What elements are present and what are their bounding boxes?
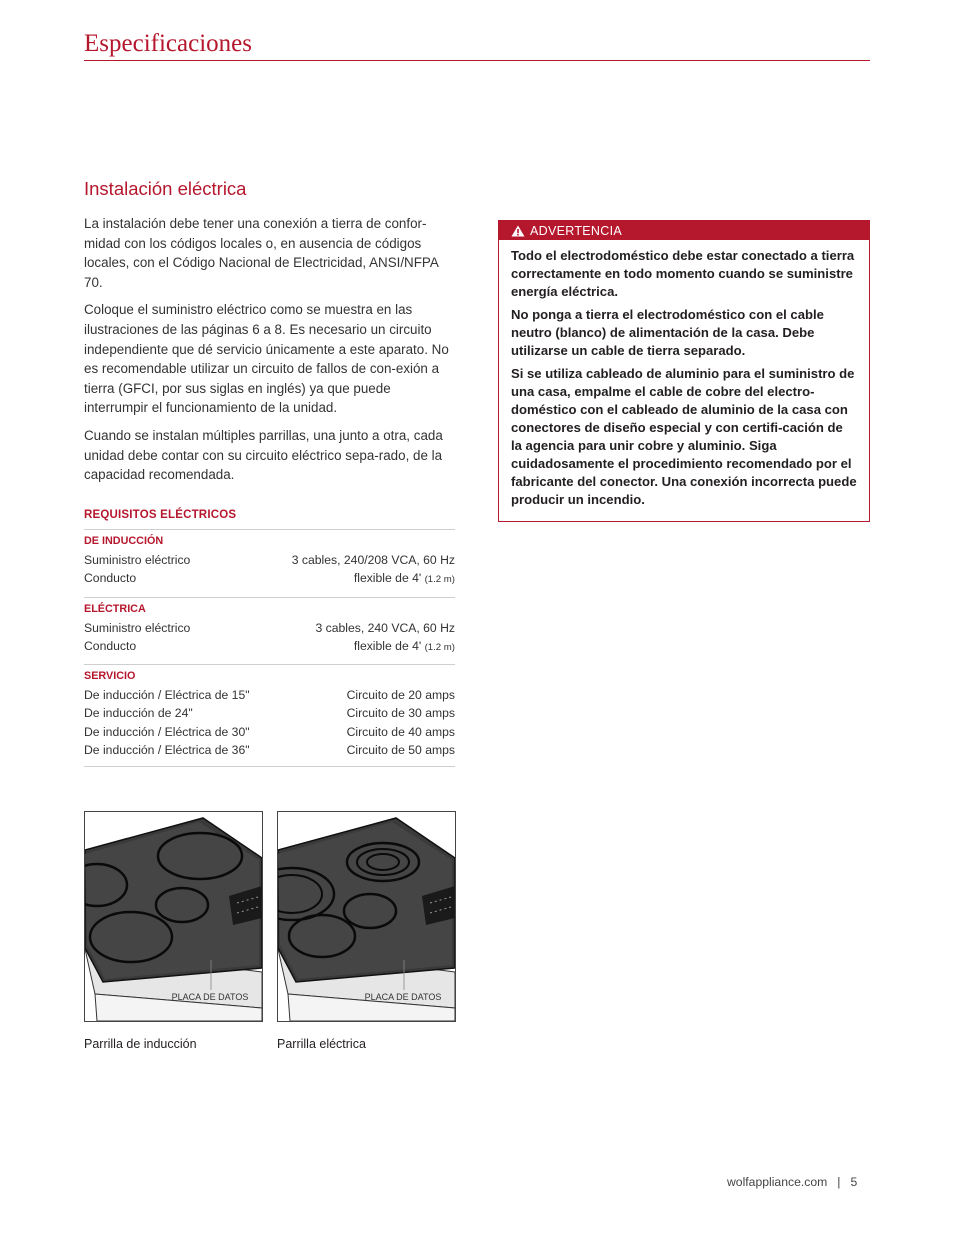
warning-box [498,220,870,522]
spec-group-induction [84,530,455,598]
electric-cooktop-drawing [278,812,455,1021]
spec-value: Circuito de 30 amps [346,706,455,721]
induction-cooktop-illustration [84,811,263,1022]
induction-cooktop-drawing [85,812,262,1021]
spec-unit: (1.2 m) [424,641,455,653]
spec-label: De inducción de 24" [84,706,193,721]
group-title: SERVICIO [84,670,136,683]
body-text [84,214,456,493]
spec-label: De inducción / Eléctrica de 15" [84,688,250,703]
data-plate-tag: PLACA DE DATOS [171,992,249,1002]
spec-row [84,723,455,741]
website-link[interactable]: wolfappliance.com [727,1175,828,1189]
warning-paragraph: Todo el electrodoméstico debe estar conectado a tierra correctamente en todo momento cuando se suministre energía eléctrica. [511,248,855,299]
spec-value: Circuito de 20 amps [346,688,455,703]
group-title: DE INDUCCIÓN [84,535,164,547]
electric-cooktop-caption: Parrilla eléctrica [277,1037,366,1051]
electrical-requirements-table [84,529,455,767]
warning-paragraph: No ponga a tierra el electrodoméstico con el cable neutro (blanco) de alimentación de la casa. Debe utilizarse un cable de tierra separado. [511,307,824,358]
induction-cooktop-caption: Parrilla de inducción [84,1037,197,1051]
spec-row [84,704,455,722]
group-title: ELÉCTRICA [84,602,146,615]
requirements-title: REQUISITOS ELÉCTRICOS [84,509,237,521]
spec-row [84,619,455,637]
spec-label: Suministro eléctrico [84,620,191,635]
spec-value: 3 cables, 240/208 VCA, 60 Hz [291,553,455,567]
page-number: 5 [850,1175,858,1189]
page-footer [727,1175,857,1189]
spec-value: flexible de 4' (1.2 m) [353,638,455,653]
data-plate-tag: PLACA DE DATOS [364,992,442,1002]
spec-value: Circuito de 40 amps [346,724,455,739]
spec-label: De inducción / Eléctrica de 36" [84,743,250,758]
spec-unit: (1.2 m) [424,574,455,586]
warning-paragraph: Si se utiliza cableado de aluminio para el suministro de una casa, empalme el cable de cobre del electro-doméstico con el cableado de aluminio de la casa con conectores de diseño especial y con certifi-cación de la agencia para unir cobre y aluminio. Siga cuidadosamente el procedimiento recomendado por el fabricante del conector. Una conexión incorrecta puede producir un incendio. [511,366,857,507]
warning-body [499,240,869,509]
warning-header [499,221,869,240]
spec-group-service [84,665,455,767]
spec-row [84,551,455,569]
spec-value: flexible de 4' (1.2 m) [353,571,455,586]
spec-group-electric [84,598,455,666]
paragraph: Cuando se instalan múltiples parrillas, una junto a otra, cada unidad debe contar con su circuito eléctrico sepa-rado, de la capacidad recomendada. [84,427,443,483]
spec-label: Suministro eléctrico [84,553,191,567]
electric-cooktop-illustration [277,811,456,1022]
title-divider [84,60,870,61]
footer-separator: | [837,1175,841,1189]
spec-value: 3 cables, 240 VCA, 60 Hz [315,620,455,635]
paragraph: La instalación debe tener una conexión a tierra de confor-midad con los códigos locales o, en ausencia de códigos locales, con el Código Nacional de Electricidad, ANSI/NFPA 70. [84,216,439,290]
spec-row [84,637,455,657]
warning-label: ADVERTENCIA [530,223,622,238]
spec-row [84,569,455,589]
spec-row [84,686,455,704]
section-heading: Instalación eléctrica [84,178,247,199]
warning-triangle-icon [511,225,525,237]
spec-row [84,741,455,759]
page-title: Especificaciones [84,30,252,57]
paragraph: Coloque el suministro eléctrico como se muestra en las ilustraciones de las páginas 6 a 8. Es necesario un circuito independiente que dé servicio únicamente a este aparato. No es recomendable utilizar un circuito de fallos de con-exión a tierra (GFCI, por sus siglas en inglés) ya que puede interrumpir el funcionamiento de la unidad. [84,302,449,416]
spec-label: Conducto [84,638,137,653]
spec-label: De inducción / Eléctrica de 30" [84,724,250,739]
spec-value: Circuito de 50 amps [346,743,455,758]
spec-label: Conducto [84,571,137,586]
